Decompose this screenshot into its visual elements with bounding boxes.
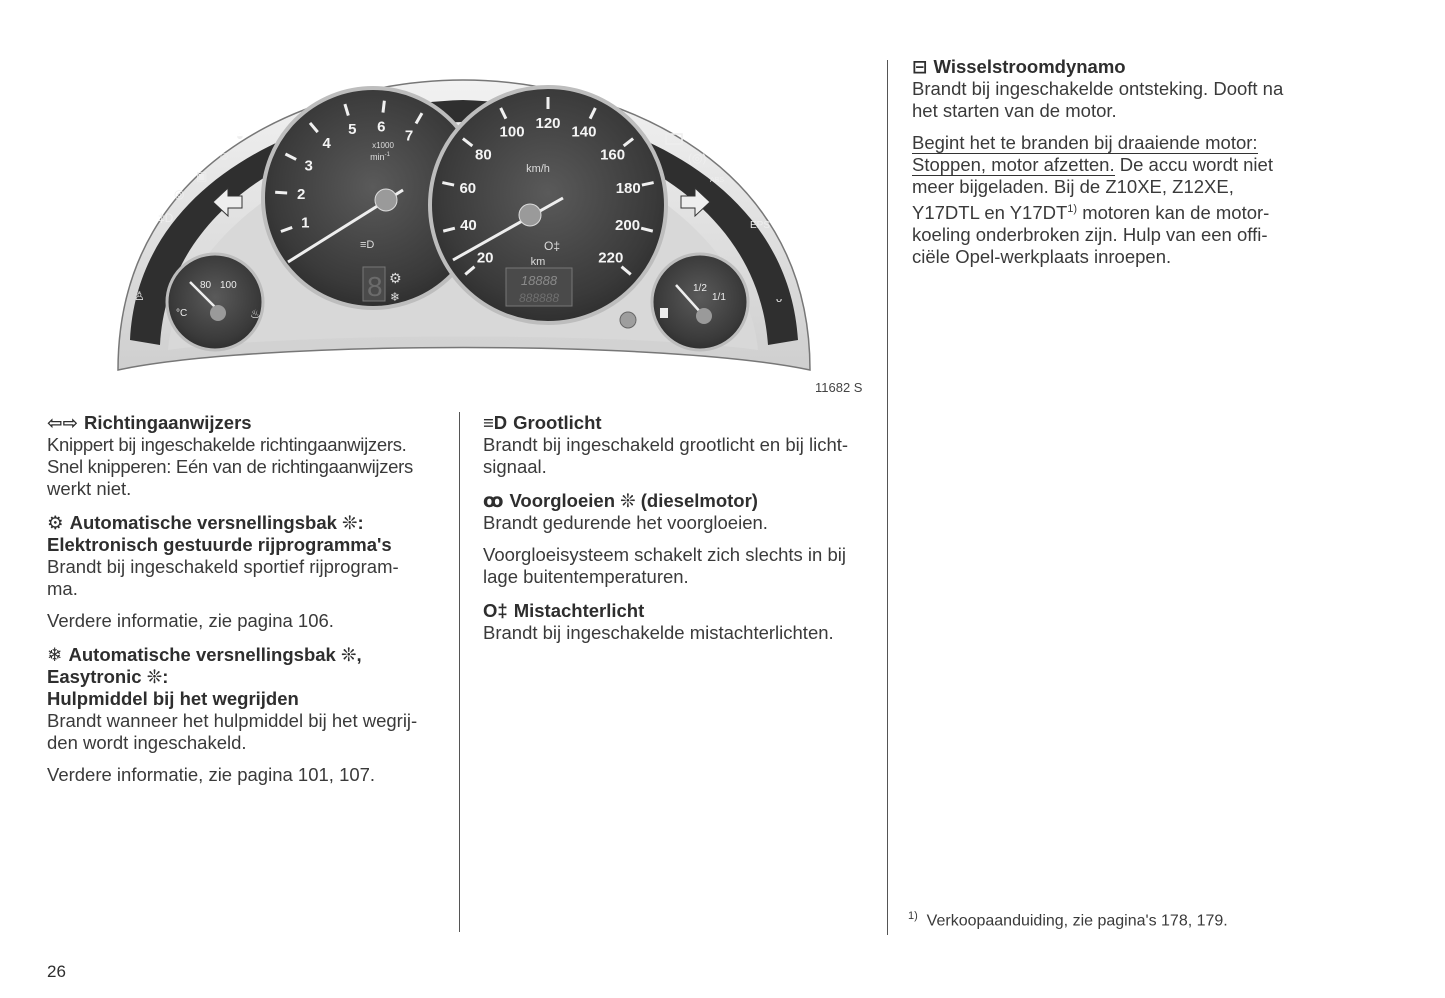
turn-signal-line-3: werkt niet.: [47, 478, 132, 499]
turn-signal-line-2: Snel knipperen: Eén van de richtingaanwijzers: [47, 456, 413, 477]
front-fog-icon: ‡D: [158, 211, 174, 225]
sport-program-heading-b: Elektronisch gestuurde rijprogramma's: [47, 534, 392, 555]
rear-fog-heading: O‡ Mistachterlicht: [483, 600, 645, 621]
glow-p2-line-2: lage buitentemperaturen.: [483, 566, 689, 587]
speedo-tick-label: 160: [600, 146, 626, 164]
alternator-p2-line-4: Y17DTL en Y17DT$^{1)}$ motoren kan de motor-: [912, 202, 1270, 224]
drive-off-heading-b: Easytronic ❊:: [47, 666, 169, 687]
tacho-tick-label: 4: [322, 134, 331, 152]
battery-heading-icon: ⊟: [912, 56, 928, 77]
alternator-p2-line-1: Begint het te branden bij draaiende motor:: [912, 132, 1258, 153]
tacho-unit-2: $\min^{-1}$: [370, 152, 390, 162]
tacho-tick-label: 6: [377, 118, 386, 136]
coolant-icon: ♨: [250, 307, 261, 321]
alternator-p2-line-6: ciële Opel-werkplaats inroepen.: [912, 246, 1172, 268]
odometer-unit: km: [530, 256, 546, 268]
speedo-tick-label: 40: [460, 216, 477, 234]
alternator-line-1: Brandt bij ingeschakelde ontsteking. Dooft na: [912, 78, 1284, 99]
alternator-p2-line-3: meer bijgeladen. Bij de Z10XE, Z12XE,: [912, 176, 1234, 197]
speedo-unit: km/h: [526, 163, 550, 175]
tacho-tick-label: 1: [301, 214, 310, 232]
eps-label: EPS: [750, 220, 771, 231]
snowflake-icon: ❄: [47, 644, 63, 665]
glow-heading: ꝏ Voorgloeien ❊ (dieselmotor): [483, 490, 758, 511]
service-lamp: [620, 312, 636, 328]
speedo-tick-label: 60: [459, 179, 477, 197]
column-rule-2: [887, 60, 888, 935]
fuel-gauge: [652, 254, 748, 350]
column-left: [47, 412, 452, 786]
rear-fog-line-1: Brandt bij ingeschakelde mistachterlichten.: [483, 622, 834, 643]
tacho-hub: [375, 189, 397, 211]
alternator-p2-line-5: koeling onderbroken zijn. Hulp van een offi-: [912, 224, 1268, 246]
fuel-pump-icon: [660, 308, 668, 318]
odometer-top: 18888: [520, 273, 558, 288]
speedo-tick-label: 20: [476, 249, 494, 267]
snow-mode-icon: ❄: [390, 290, 401, 304]
sport-program-ref: Verdere informatie, zie pagina 106.: [47, 610, 334, 631]
high-beam-line-2: signaal.: [483, 456, 547, 477]
odometer-bottom: 888888: [518, 291, 560, 305]
tacho-tick-label: 2: [296, 185, 306, 203]
alternator-heading: ⊟ Wisselstroomdynamo: [912, 56, 1126, 77]
sport-program-line-2: ma.: [47, 578, 78, 599]
airbag-icon: ☺: [218, 149, 231, 163]
speedo-tick-label: 200: [615, 216, 641, 234]
speedo-tick-label: 120: [535, 115, 561, 132]
speedo-tick-label: 140: [571, 123, 597, 141]
rear-fog-icon: O‡: [483, 600, 508, 621]
column-middle: [483, 412, 878, 644]
temperature-gauge: [167, 254, 263, 350]
fuel-tick-half: 1/2: [693, 283, 707, 294]
rear-fog-indicator-icon: O‡: [544, 239, 561, 253]
drive-off-line-1: Brandt wanneer het hulpmiddel bij het wegrij-: [47, 710, 418, 731]
temp-tick-80: 80: [200, 280, 212, 291]
high-beam-line-1: Brandt bij ingeschakeld grootlicht en bij licht-: [483, 434, 849, 455]
sport-program-line-1: Brandt bij ingeschakeld sportief rijprogram-: [47, 556, 399, 577]
drive-off-heading-a: ❄ Automatische versnellingsbak ❊,: [47, 644, 362, 665]
figure-label: 11682 S: [815, 380, 863, 395]
tacho-tick-mark: [275, 192, 287, 193]
abs-icon: ABS: [710, 177, 725, 184]
tacho-tick-label: 5: [348, 121, 357, 139]
speedo-tick-label: 180: [615, 179, 641, 197]
alternator-p2-line-2: Stoppen, motor afzetten. De accu wordt niet: [912, 154, 1273, 175]
sport-mode-icon: ⚙: [389, 270, 402, 286]
page-number: 26: [47, 962, 66, 981]
instrument-cluster-figure: [108, 70, 818, 400]
drive-off-heading-c: Hulpmiddel bij het wegrijden: [47, 688, 299, 709]
brake-icon: ◎: [174, 187, 185, 201]
speedo-tick-label: 80: [475, 146, 492, 164]
brake-warning-icon: (◎): [688, 151, 707, 165]
speedo-tick-label: 100: [499, 123, 525, 141]
temp-unit: °C: [176, 308, 188, 319]
turn-signal-icon: ⇦⇨: [47, 412, 79, 433]
column-rule-1: [459, 412, 460, 932]
glow-plug-icon: ᴗ: [776, 293, 783, 305]
speedo-hub: [519, 204, 541, 226]
glow-line-1: Brandt gedurende het voorgloeien.: [483, 512, 768, 533]
temp-tick-100: 100: [220, 280, 237, 291]
sport-program-heading-a: ⚙ Automatische versnellingsbak ❊:: [47, 512, 364, 533]
engine-check-icon: ▣: [196, 169, 208, 183]
seatbelt-icon: ♙: [134, 289, 145, 303]
oil-pressure-icon: ◒: [236, 128, 244, 143]
turn-signal-line-1: Knippert bij ingeschakelde richtingaanwijzers.: [47, 434, 407, 455]
tacho-tick-label: 3: [304, 157, 313, 175]
fuel-tick-full: 1/1: [712, 292, 726, 303]
sport-program-icon: ⚙: [47, 512, 64, 533]
high-beam-icon: ≡D: [483, 412, 508, 433]
tacho-tick-label: 7: [404, 127, 414, 145]
glow-p2-line-1: Voorgloeisysteem schakelt zich slechts in bij: [483, 544, 846, 565]
drive-off-line-2: den wordt ingeschakeld.: [47, 732, 247, 753]
column-right: [912, 56, 1312, 268]
gear-digit: 8: [367, 271, 383, 302]
alternator-line-2: het starten van de motor.: [912, 100, 1117, 121]
tacho-tick-mark: [383, 101, 384, 113]
glow-coil-icon: ꝏ: [483, 490, 504, 511]
tacho-unit-1: x1000: [372, 141, 394, 150]
high-beam-indicator-icon: ≡D: [360, 239, 375, 251]
high-beam-heading: ≡D Grootlicht: [483, 412, 602, 433]
footnote: $^{1)}$ Verkoopaanduiding, zie pagina's 178, 179.: [908, 910, 1228, 930]
turn-signal-heading: ⇦⇨ Richtingaanwijzers: [47, 412, 252, 433]
speedo-tick-label: 220: [598, 249, 624, 267]
speedometer: [430, 87, 666, 323]
drive-off-ref: Verdere informatie, zie pagina 101, 107.: [47, 764, 376, 785]
